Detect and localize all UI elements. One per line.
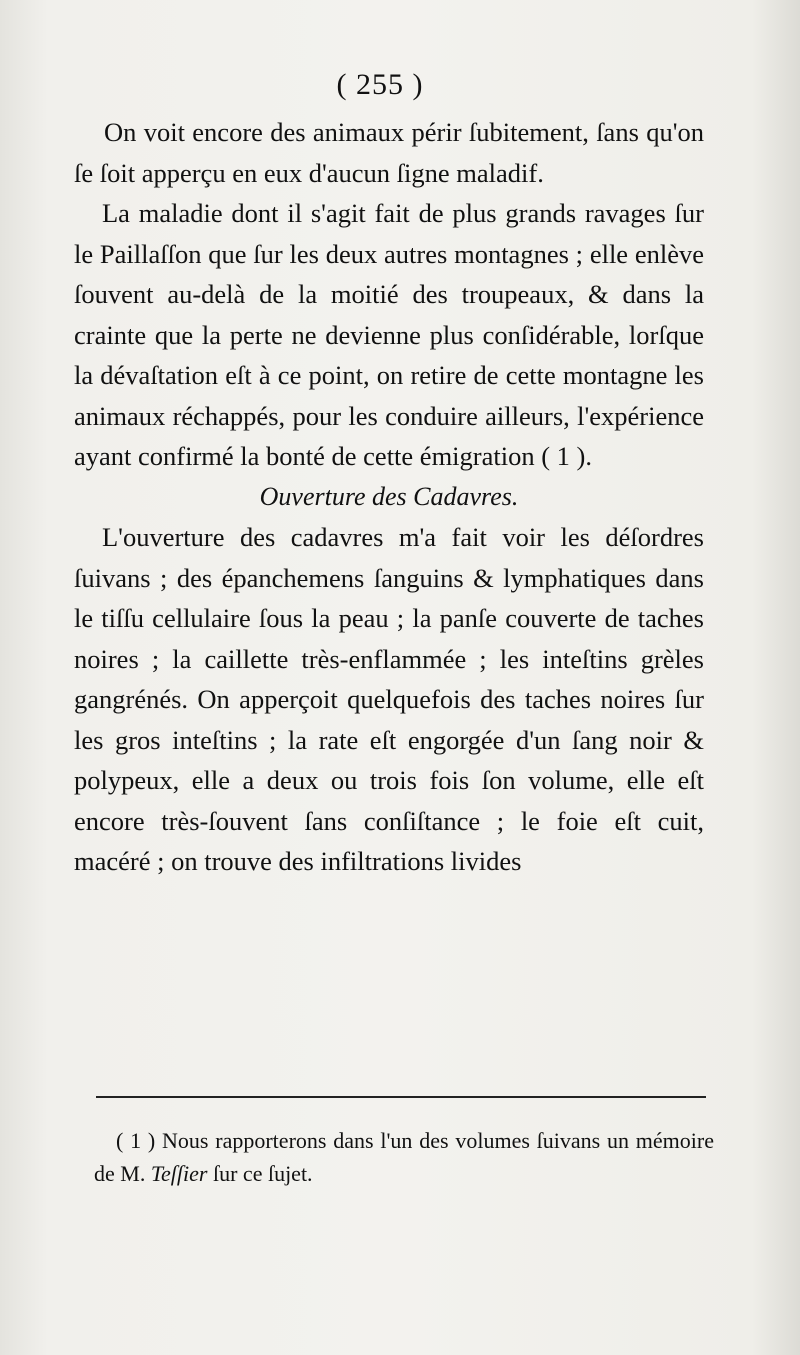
footnote-author-name: Teſſier xyxy=(150,1161,208,1186)
paragraph-ravages: La maladie dont il s'agit fait de plus grands ravages ſur le Paillaſſon que ſur les deux autres montagnes ; elle enlève ſouvent au-delà de la moitié des troupeaux, & dans la crainte que la perte ne devienne plus conſidérable, lorſque la dévaſtation eſt à ce point, on retire de cette montagne les animaux réchappés, pour les conduire ailleurs, l'expérience ayant confirmé la bonté de cette émigration ( 1 ). xyxy=(74,198,704,471)
paragraph-sudden-death: On voit encore des animaux périr ſubitement, ſans qu'on ſe ſoit apperçu en eux d'aucun ſigne maladif. xyxy=(74,117,704,188)
page-number: ( 255 ) xyxy=(336,68,424,101)
footnote-divider xyxy=(96,1096,706,1098)
section-heading: Ouverture des Cadavres. xyxy=(259,481,519,511)
footnote xyxy=(94,1124,714,1190)
footnote-text-end: ſur ce ſujet. xyxy=(212,1161,313,1186)
footnote-marker: ( 1 ) xyxy=(116,1128,156,1153)
body-text xyxy=(74,112,704,882)
footnote-text: Nous rapporterons dans l'un des volumes ſuivans un mémoire de M. xyxy=(94,1128,715,1186)
paragraph-autopsy: L'ouverture des cadavres m'a fait voir les déſordres ſuivans ; des épanchemens ſanguins & lymphatiques dans le tiſſu cellulaire ſous la peau ; la panſe couverte de taches noires ; la caillette très-enflammée ; les inteſtins grèles gangrénés. On apperçoit quelquefois des taches noires ſur les gros inteſtins ; la rate eſt engorgée d'un ſang noir & polypeux, elle a deux ou trois fois ſon volume, elle eſt encore très-ſouvent ſans conſiſtance ; le foie eſt cuit, macéré ; on trouve des infiltrations livides xyxy=(74,522,704,876)
